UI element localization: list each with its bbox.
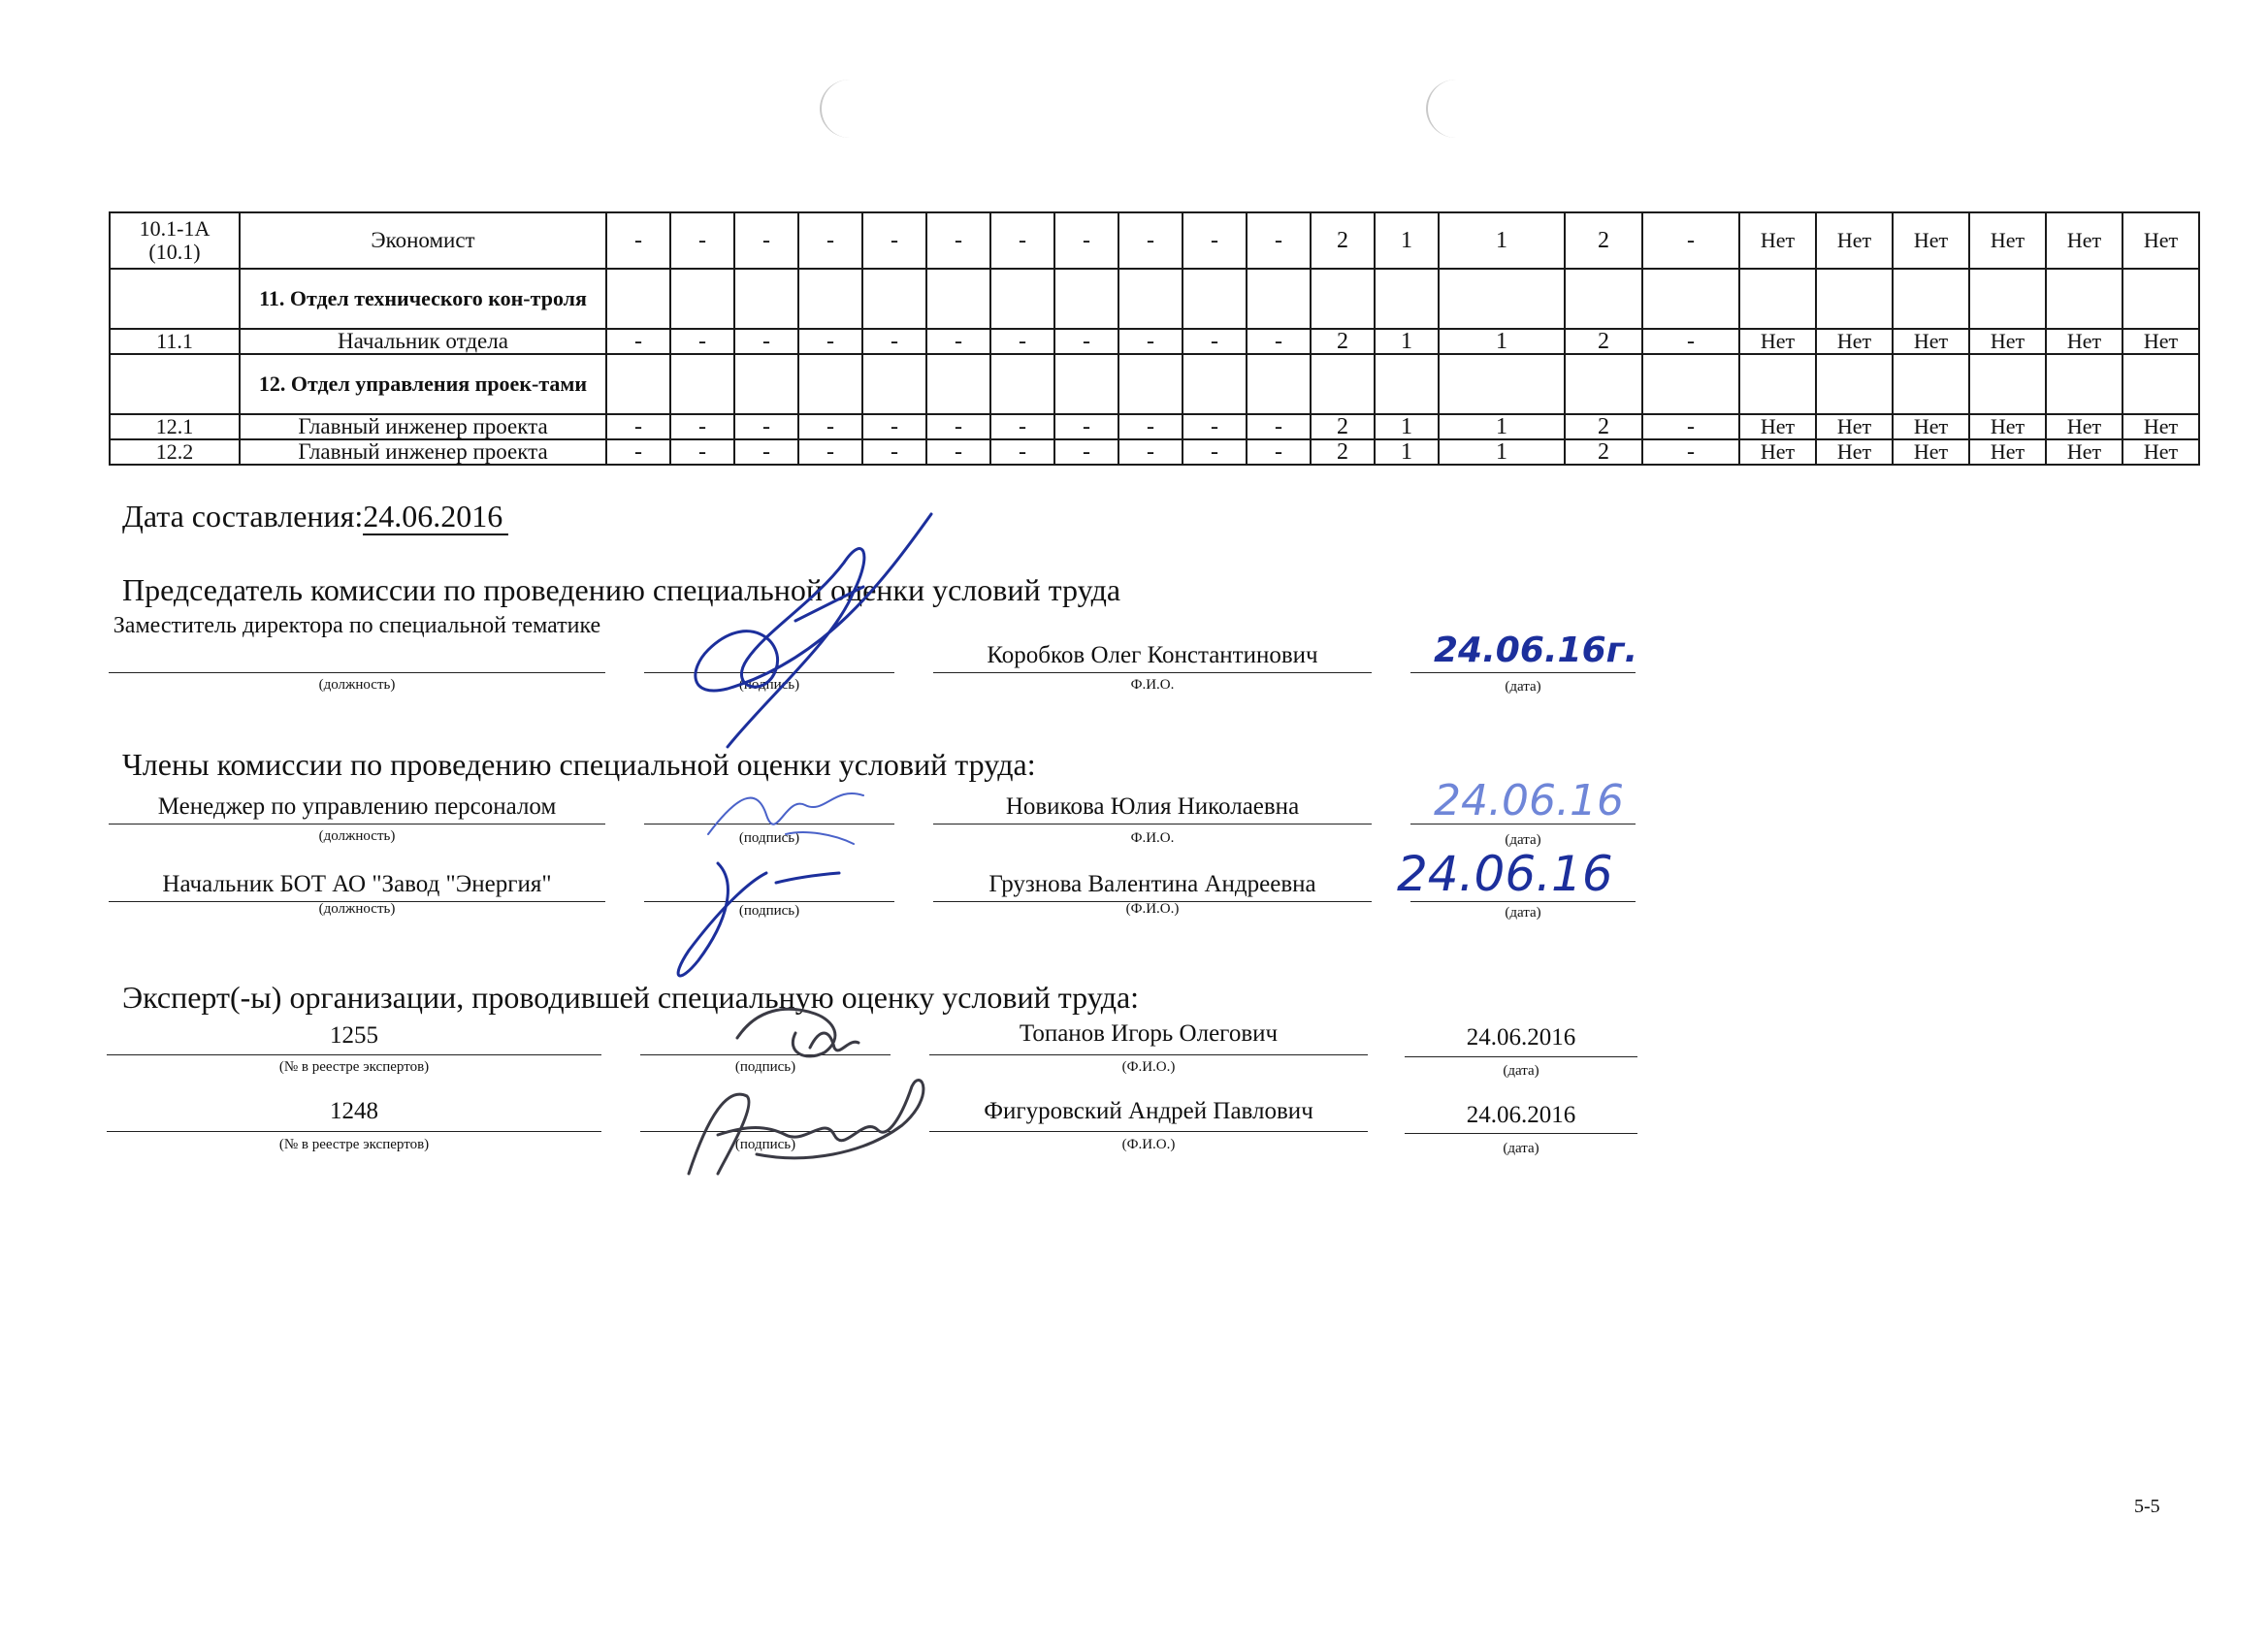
date-caption: (дата) [1505, 832, 1541, 848]
factor-cell: - [926, 439, 990, 465]
factor-cell: - [606, 212, 670, 269]
factor-cell: - [1183, 212, 1247, 269]
class-cell: 2 [1565, 212, 1642, 269]
expert-1-reg-no: 1255 [330, 1022, 378, 1049]
factor-cell: - [926, 414, 990, 439]
member-2-date-line [1410, 901, 1636, 902]
guarantee-cell: Нет [2046, 212, 2122, 269]
expert-2-date: 24.06.2016 [1466, 1102, 1576, 1128]
factor-cell: - [1054, 212, 1118, 269]
factor-cell: - [798, 439, 862, 465]
fio-caption: Ф.И.О. [1130, 677, 1175, 693]
experts-heading: Эксперт(-ы) организации, проводившей специальную оценку условий труда: [122, 980, 1140, 1015]
class-cell: 1 [1439, 329, 1565, 354]
guarantee-cell: Нет [2122, 212, 2199, 269]
row-number-cell [110, 269, 240, 329]
factor-cell: - [1054, 329, 1118, 354]
date-caption: (дата) [1503, 1063, 1539, 1079]
expert-1-date-line [1405, 1056, 1637, 1057]
guarantee-cell: Нет [1816, 212, 1893, 269]
factor-cell: - [1118, 414, 1183, 439]
members-heading: Члены комиссии по проведению специальной оценки условий труда: [122, 747, 1036, 782]
class-cell: 2 [1311, 329, 1375, 354]
factor-cell: - [798, 414, 862, 439]
empty-cell [798, 354, 862, 414]
guarantee-cell: Нет [1816, 439, 1893, 465]
empty-cell [734, 354, 798, 414]
factor-cell: - [1183, 439, 1247, 465]
class-cell: 1 [1375, 212, 1439, 269]
class-cell: 2 [1311, 439, 1375, 465]
factor-cell: - [606, 329, 670, 354]
empty-cell [670, 354, 734, 414]
factor-cell: - [1247, 329, 1311, 354]
member-1-position: Менеджер по управлению персоналом [157, 793, 557, 820]
expert-1-date: 24.06.2016 [1466, 1024, 1576, 1051]
guarantee-cell: Нет [1969, 212, 2046, 269]
empty-cell [670, 269, 734, 329]
member-1-handwritten-date: 24.06.16 [1434, 776, 1624, 825]
class-cell: 1 [1439, 212, 1565, 269]
chairman-signature [669, 504, 960, 757]
guarantee-cell: Нет [1816, 329, 1893, 354]
empty-cell [1118, 269, 1183, 329]
factor-cell: - [862, 212, 926, 269]
empty-cell [1739, 354, 1816, 414]
empty-cell [990, 269, 1054, 329]
signature-caption: (подпись) [734, 1137, 796, 1152]
factor-cell: - [670, 329, 734, 354]
factor-cell: - [1054, 414, 1118, 439]
member-2-name: Грузнова Валентина Андреевна [988, 871, 1316, 897]
table-section-row [110, 354, 2199, 414]
class-cell: - [1642, 329, 1739, 354]
member-2-handwritten-date: 24.06.16 [1397, 846, 1613, 902]
guarantee-cell: Нет [1739, 414, 1816, 439]
table-row [110, 329, 2199, 354]
expert-1-name-line [929, 1054, 1368, 1055]
compile-date [122, 499, 508, 534]
empty-cell [990, 354, 1054, 414]
chairman-heading: Председатель комиссии по проведению специальной оценки условий труда [122, 572, 1121, 607]
factor-cell: - [670, 212, 734, 269]
punch-hole-mark [820, 80, 880, 138]
class-cell: 1 [1439, 439, 1565, 465]
empty-cell [1054, 269, 1118, 329]
factor-cell: - [862, 439, 926, 465]
empty-cell [1969, 269, 2046, 329]
empty-cell [1375, 354, 1439, 414]
class-cell: - [1642, 414, 1739, 439]
row-number-cell [110, 354, 240, 414]
position-cell: Начальник отдела [240, 329, 606, 354]
row-number-cell: 12.2 [110, 439, 240, 465]
empty-cell [1183, 354, 1247, 414]
class-cell: 2 [1565, 329, 1642, 354]
table-row [110, 439, 2199, 465]
factor-cell: - [862, 414, 926, 439]
empty-cell [1183, 269, 1247, 329]
empty-cell [2046, 354, 2122, 414]
expert-2-name-line [929, 1131, 1368, 1132]
class-cell: 2 [1311, 414, 1375, 439]
factor-cell: - [990, 414, 1054, 439]
factor-cell: - [1118, 439, 1183, 465]
chairman-date-line [1410, 672, 1636, 673]
empty-cell [2122, 354, 2199, 414]
factor-cell: - [670, 414, 734, 439]
guarantee-cell: Нет [2046, 414, 2122, 439]
class-cell: 2 [1311, 212, 1375, 269]
section-title-cell: 12. Отдел управления проек-тами [240, 354, 606, 414]
row-number-cell: 10.1-1А (10.1) [110, 212, 240, 269]
signature-caption: (подпись) [738, 830, 800, 846]
empty-cell [734, 269, 798, 329]
expert-2-reg-line [107, 1131, 601, 1132]
position-caption: (должность) [318, 901, 396, 917]
empty-cell [1642, 269, 1739, 329]
guarantee-cell: Нет [2046, 329, 2122, 354]
class-cell: 2 [1565, 414, 1642, 439]
empty-cell [2122, 269, 2199, 329]
registry-caption: (№ в реестре экспертов) [278, 1137, 430, 1152]
empty-cell [2046, 269, 2122, 329]
registry-caption: (№ в реестре экспертов) [278, 1059, 430, 1075]
class-cell: - [1642, 212, 1739, 269]
factor-cell: - [798, 212, 862, 269]
date-caption: (дата) [1503, 1141, 1539, 1156]
chairman-name: Коробков Олег Константинович [987, 642, 1318, 668]
factor-cell: - [734, 212, 798, 269]
factor-cell: - [606, 439, 670, 465]
compile-date-value: 24.06.2016 [363, 499, 508, 535]
factor-cell: - [798, 329, 862, 354]
empty-cell [1247, 354, 1311, 414]
class-cell: 1 [1375, 414, 1439, 439]
expert-2-name: Фигуровский Андрей Павлович [984, 1098, 1313, 1124]
empty-cell [1816, 269, 1893, 329]
punch-hole-mark [1426, 80, 1486, 138]
guarantee-cell: Нет [1893, 212, 1969, 269]
class-cell: 1 [1375, 439, 1439, 465]
fio-paren-caption: (Ф.И.О.) [1125, 901, 1180, 917]
empty-cell [1893, 354, 1969, 414]
guarantee-cell: Нет [1739, 212, 1816, 269]
factor-cell: - [1054, 439, 1118, 465]
guarantee-cell: Нет [1739, 329, 1816, 354]
chairman-handwritten-date: 24.06.16г. [1434, 630, 1638, 670]
row-number-cell: 11.1 [110, 329, 240, 354]
class-cell: 1 [1375, 329, 1439, 354]
section-title-cell: 11. Отдел технического кон-троля [240, 269, 606, 329]
empty-cell [1375, 269, 1439, 329]
guarantee-cell: Нет [1893, 439, 1969, 465]
guarantee-cell: Нет [1969, 329, 2046, 354]
factor-cell: - [606, 414, 670, 439]
empty-cell [926, 354, 990, 414]
empty-cell [798, 269, 862, 329]
class-cell: - [1642, 439, 1739, 465]
empty-cell [1642, 354, 1739, 414]
factor-cell: - [1118, 329, 1183, 354]
empty-cell [1054, 354, 1118, 414]
expert-1-reg-line [107, 1054, 601, 1055]
empty-cell [1565, 269, 1642, 329]
fio-paren-caption: (Ф.И.О.) [1121, 1137, 1176, 1152]
factor-cell: - [990, 212, 1054, 269]
empty-cell [1311, 269, 1375, 329]
signature-caption: (подпись) [738, 677, 800, 693]
guarantee-cell: Нет [1893, 414, 1969, 439]
member-2-signature [660, 844, 854, 989]
date-caption: (дата) [1505, 905, 1541, 921]
factor-cell: - [1183, 414, 1247, 439]
factor-cell: - [734, 439, 798, 465]
fio-paren-caption: (Ф.И.О.) [1121, 1059, 1176, 1075]
factor-cell: - [734, 329, 798, 354]
factor-cell: - [1247, 439, 1311, 465]
factor-cell: - [926, 329, 990, 354]
factor-cell: - [1118, 212, 1183, 269]
guarantee-cell: Нет [2122, 414, 2199, 439]
factor-cell: - [862, 329, 926, 354]
table-section-row [110, 269, 2199, 329]
empty-cell [1439, 354, 1565, 414]
factor-cell: - [670, 439, 734, 465]
row-number-cell: 12.1 [110, 414, 240, 439]
guarantee-cell: Нет [1739, 439, 1816, 465]
factor-cell: - [990, 329, 1054, 354]
date-caption: (дата) [1505, 679, 1541, 695]
chairman-position: Заместитель директора по специальной тематике [113, 613, 601, 638]
member-2-position: Начальник БОТ АО "Завод "Энергия" [162, 871, 552, 897]
factor-cell: - [734, 414, 798, 439]
chairman-position-line [109, 672, 605, 673]
expert-2-reg-no: 1248 [330, 1098, 378, 1124]
position-caption: (должность) [318, 677, 396, 693]
empty-cell [1816, 354, 1893, 414]
empty-cell [1893, 269, 1969, 329]
factor-cell: - [990, 439, 1054, 465]
empty-cell [606, 354, 670, 414]
empty-cell [1118, 354, 1183, 414]
class-cell: 2 [1565, 439, 1642, 465]
member-1-signature [698, 776, 892, 854]
empty-cell [1439, 269, 1565, 329]
empty-cell [1565, 354, 1642, 414]
expert-2-signature [669, 1057, 941, 1193]
factor-cell: - [1247, 212, 1311, 269]
expert-2-date-line [1405, 1133, 1637, 1134]
empty-cell [1311, 354, 1375, 414]
position-caption: (должность) [318, 828, 396, 844]
assessment-table [109, 211, 2200, 466]
guarantee-cell: Нет [2122, 329, 2199, 354]
empty-cell [926, 269, 990, 329]
factor-cell: - [926, 212, 990, 269]
chairman-name-line [933, 672, 1372, 673]
guarantee-cell: Нет [1816, 414, 1893, 439]
empty-cell [606, 269, 670, 329]
empty-cell [862, 269, 926, 329]
position-cell: Экономист [240, 212, 606, 269]
fio-caption: Ф.И.О. [1130, 830, 1175, 846]
table-row [110, 212, 2199, 269]
empty-cell [1969, 354, 2046, 414]
empty-cell [1247, 269, 1311, 329]
guarantee-cell: Нет [1893, 329, 1969, 354]
guarantee-cell: Нет [2046, 439, 2122, 465]
empty-cell [862, 354, 926, 414]
empty-cell [1739, 269, 1816, 329]
guarantee-cell: Нет [1969, 439, 2046, 465]
factor-cell: - [1183, 329, 1247, 354]
page-number: 5-5 [2134, 1496, 2160, 1517]
guarantee-cell: Нет [2122, 439, 2199, 465]
class-cell: 1 [1439, 414, 1565, 439]
position-cell: Главный инженер проекта [240, 414, 606, 439]
member-1-name: Новикова Юлия Николаевна [1005, 793, 1300, 820]
signature-caption: (подпись) [734, 1059, 796, 1075]
signature-caption: (подпись) [738, 903, 800, 919]
expert-1-name: Топанов Игорь Олегович [1019, 1020, 1279, 1047]
table-row [110, 414, 2199, 439]
guarantee-cell: Нет [1969, 414, 2046, 439]
factor-cell: - [1247, 414, 1311, 439]
position-cell: Главный инженер проекта [240, 439, 606, 465]
compile-date-label: Дата составления: [122, 499, 364, 534]
